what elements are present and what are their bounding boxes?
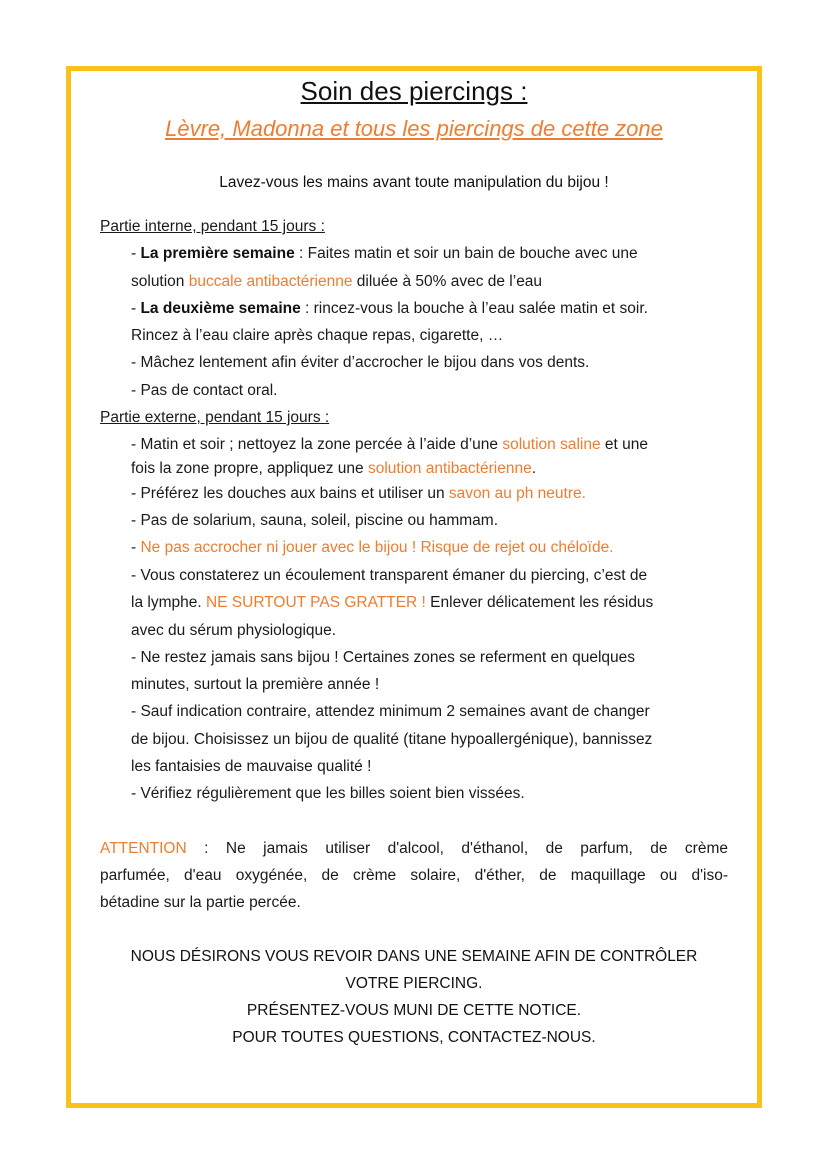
external-line-12: de bijou. Choisissez un bijou de qualité (titane hypoallergénique), bannissez <box>131 731 653 748</box>
external-heading: Partie externe, pendant 15 jours : <box>100 409 330 426</box>
internal-line-3: - La deuxième semaine : rincez-vous la bouche à l’eau salée matin et soir. <box>131 300 648 317</box>
internal-line-2: solution buccale antibactérienne diluée à 50% avec de l’eau <box>131 273 543 290</box>
attention-line-2: parfumée, d'eau oxygénée, de crème solaire, d'éther, de maquillage ou d'iso- <box>100 867 728 884</box>
page-subtitle: Lèvre, Madonna et tous les piercings de cette zone <box>165 116 663 141</box>
external-line-3: - Préférez les douches aux bains et utiliser un savon au ph neutre. <box>131 485 586 502</box>
closing-line-2: VOTRE PIERCING. <box>345 975 483 992</box>
external-line-10: minutes, surtout la première année ! <box>131 676 380 693</box>
external-line-6: - Vous constaterez un écoulement transparent émaner du piercing, c’est de <box>131 567 648 584</box>
external-line-1: - Matin et soir ; nettoyez la zone percée à l’aide d’une solution saline et une <box>131 436 648 453</box>
external-line-13: les fantaisies de mauvaise qualité ! <box>131 758 372 775</box>
intro-text: Lavez-vous les mains avant toute manipulation du bijou ! <box>219 174 609 191</box>
attention-line-1: ATTENTION : Ne jamais utiliser d'alcool, d'éthanol, de parfum, de crème <box>100 840 728 857</box>
external-line-14: - Vérifiez régulièrement que les billes soient bien vissées. <box>131 785 525 802</box>
page-title: Soin des piercings : <box>300 76 528 106</box>
external-line-2: fois la zone propre, appliquez une solution antibactérienne. <box>131 460 537 477</box>
external-line-11: - Sauf indication contraire, attendez minimum 2 semaines avant de changer <box>131 703 650 720</box>
internal-line-4: Rincez à l’eau claire après chaque repas, cigarette, … <box>131 327 504 344</box>
attention-line-3: bétadine sur la partie percée. <box>100 894 301 911</box>
external-line-4: - Pas de solarium, sauna, soleil, piscine ou hammam. <box>131 512 498 529</box>
attention-label: ATTENTION <box>100 840 187 857</box>
external-line-7: la lymphe. NE SURTOUT PAS GRATTER ! Enlever délicatement les résidus <box>131 594 654 611</box>
internal-line-5: - Mâchez lentement afin éviter d’accrocher le bijou dans vos dents. <box>131 354 590 371</box>
external-line-8: avec du sérum physiologique. <box>131 622 337 639</box>
closing-line-1: NOUS DÉSIRONS VOUS REVOIR DANS UNE SEMAINE AFIN DE CONTRÔLER <box>130 948 698 965</box>
internal-line-6: - Pas de contact oral. <box>131 382 278 399</box>
internal-heading: Partie interne, pendant 15 jours : <box>100 218 325 235</box>
closing-line-3: PRÉSENTEZ-VOUS MUNI DE CETTE NOTICE. <box>246 1002 582 1019</box>
internal-line-1: - La première semaine : Faites matin et soir un bain de bouche avec une <box>131 245 638 262</box>
closing-line-4: POUR TOUTES QUESTIONS, CONTACTEZ-NOUS. <box>232 1029 596 1046</box>
external-line-5: - Ne pas accrocher ni jouer avec le bijou ! Risque de rejet ou chéloïde. <box>131 539 614 556</box>
external-line-9: - Ne restez jamais sans bijou ! Certaines zones se referment en quelques <box>131 649 635 666</box>
